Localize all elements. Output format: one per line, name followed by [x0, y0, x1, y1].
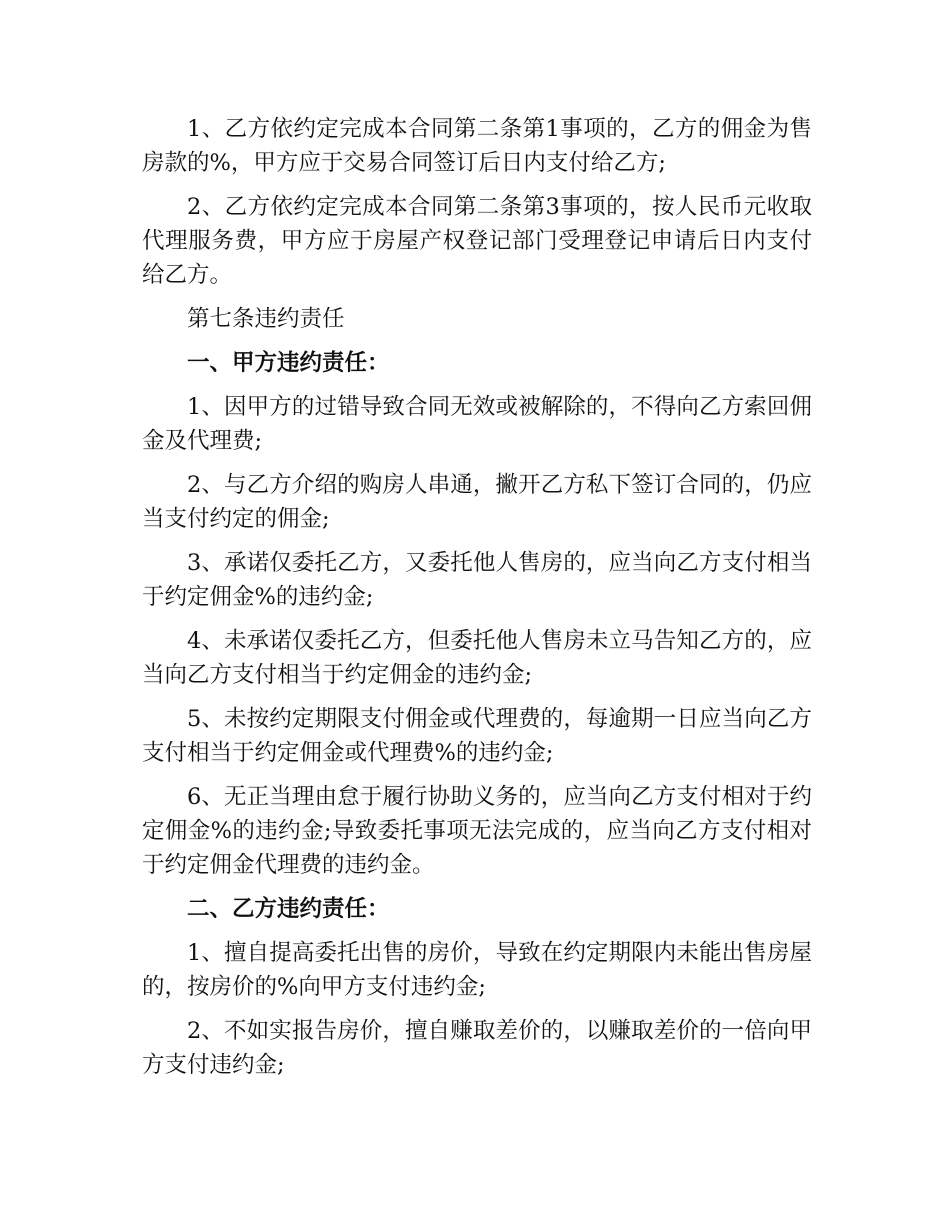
party-a-liability-item-5: 5、未按约定期限支付佣金或代理费的，每逾期一日应当向乙方支付相当于约定佣金或代理费%的违约金;: [142, 706, 812, 766]
section-heading-party-b-liability: 二、乙方违约责任：: [187, 896, 390, 922]
document-page: [142, 112, 812, 1092]
party-a-liability-item-1: 1、因甲方的过错导致合同无效或被解除的，不得向乙方索回佣金及代理费;: [142, 394, 812, 454]
party-a-liability-item-2: 2、与乙方介绍的购房人串通，撇开乙方私下签订合同的，仍应当支付约定的佣金;: [142, 472, 812, 532]
party-a-liability-item-3: 3、承诺仅委托乙方，又委托他人售房的，应当向乙方支付相当于约定佣金%的违约金;: [142, 550, 812, 610]
paragraph-commission-clause-1: 1、乙方依约定完成本合同第二条第1事项的，乙方的佣金为售房款的%，甲方应于交易合同签订后日内支付给乙方;: [142, 116, 812, 176]
paragraph-commission-clause-2: 2、乙方依约定完成本合同第二条第3事项的，按人民币元收取代理服务费，甲方应于房屋产权登记部门受理登记申请后日内支付给乙方。: [142, 194, 812, 288]
party-a-liability-item-6: 6、无正当理由怠于履行协助义务的，应当向乙方支付相对于约定佣金%的违约金;导致委托事项无法完成的，应当向乙方支付相对于约定佣金代理费的违约金。: [142, 784, 812, 878]
section-heading-party-a-liability: 一、甲方违约责任：: [187, 350, 390, 376]
party-b-liability-item-1: 1、擅自提高委托出售的房价，导致在约定期限内未能出售房屋的，按房价的%向甲方支付违约金;: [142, 940, 812, 1000]
party-b-liability-item-2: 2、不如实报告房价，擅自赚取差价的，以赚取差价的一倍向甲方支付违约金;: [142, 1018, 812, 1078]
article-seven-title: 第七条违约责任: [187, 306, 345, 332]
party-a-liability-item-4: 4、未承诺仅委托乙方，但委托他人售房未立马告知乙方的，应当向乙方支付相当于约定佣金的违约金;: [142, 628, 812, 688]
